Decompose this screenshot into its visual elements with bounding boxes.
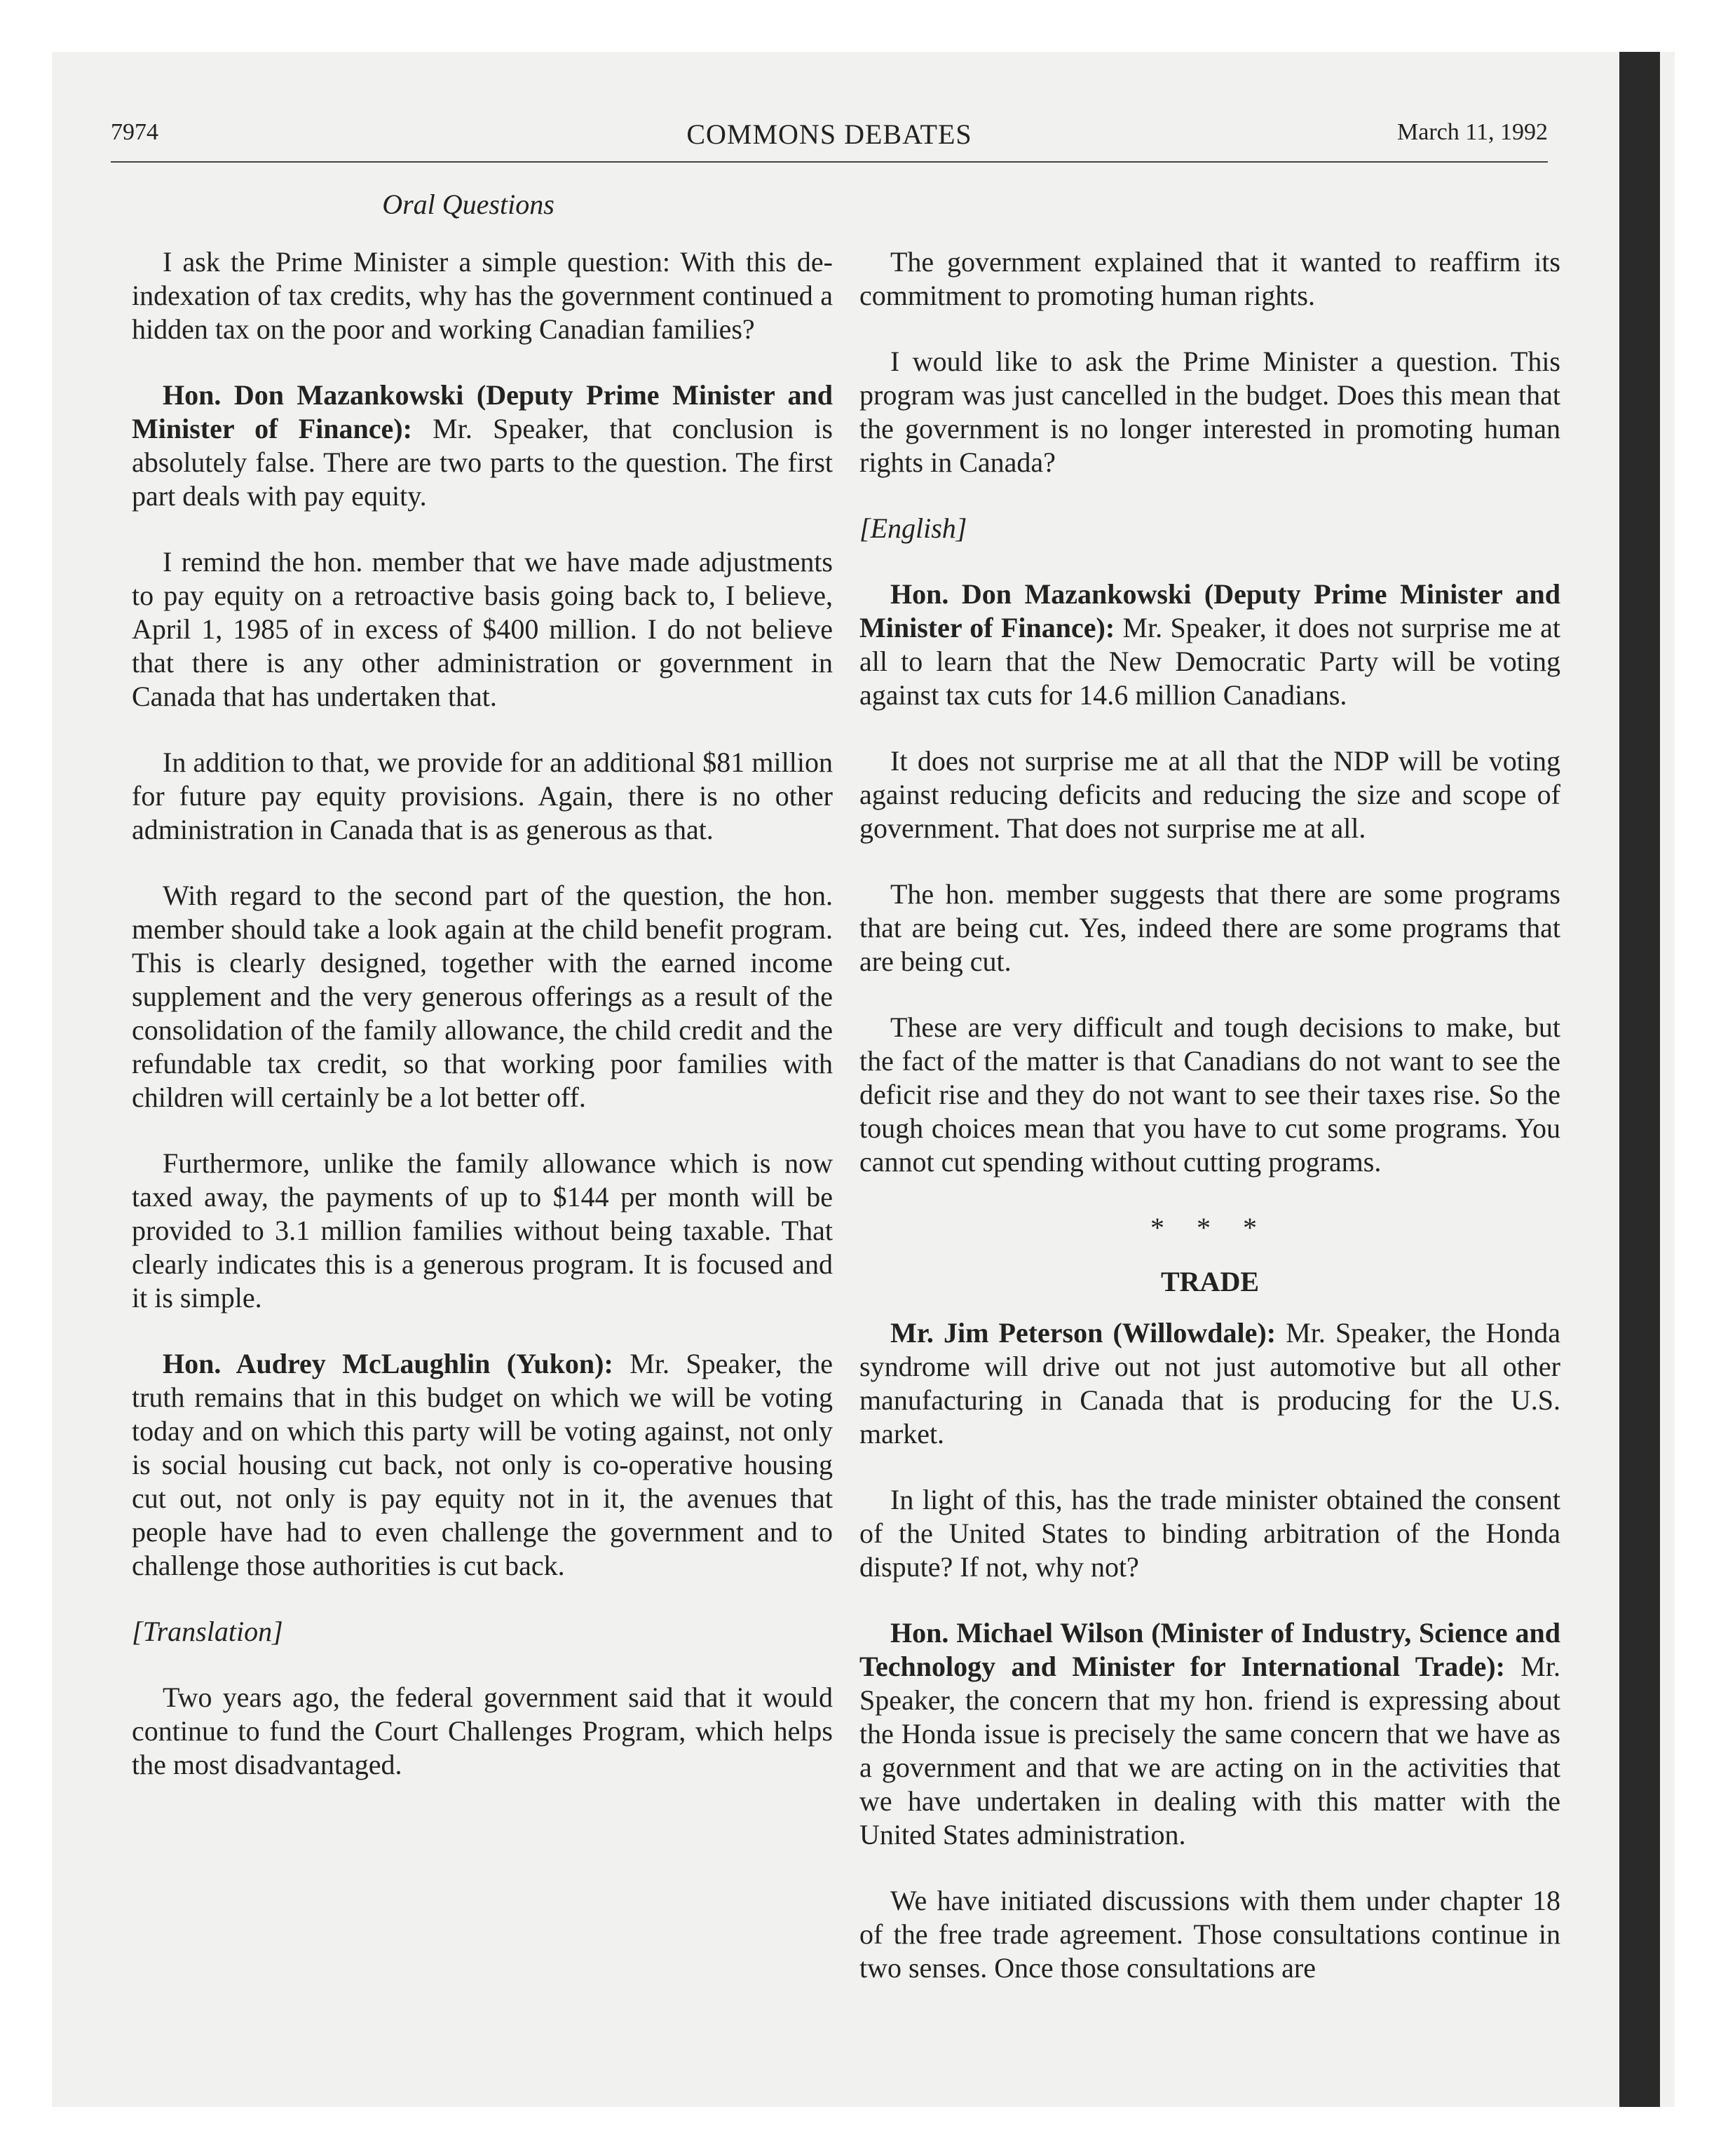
speech-paragraph: [132, 378, 833, 513]
paragraph: These are very difficult and tough decisions to make, but the fact of the matter is that Canadians do not want to see the deficit rise and they do not want to see their taxes rise. So the tough choices mean that you have to cut some programs. You cannot cut spending without cutting programs.: [859, 1011, 1560, 1178]
document-page: [111, 105, 1560, 1998]
paragraph: I would like to ask the Prime Minister a question. This program was just cancelled in the budget. Does this mean that the government is no longer interested in promoting human rights in Canada?: [859, 346, 1560, 478]
speech-paragraph: [859, 1316, 1560, 1451]
section-heading: TRADE: [1160, 1266, 1260, 1297]
speech-text: Mr. Speaker, the truth remains that in this budget on which we will be voting today and on which this party will be voting against, not only is social housing cut back, not only is co-operative housing cut out, not only is pay equity not in it, the avenues that people have had to even challenge the government and to challenge those authorities is cut back.: [132, 1348, 833, 1581]
paragraph: I ask the Prime Minister a simple question: With this de-indexation of tax credits, why has the government continued a hidden tax on the poor and working Canadian families?: [132, 246, 833, 345]
language-tag: [English]: [859, 512, 967, 544]
section-title: Oral Questions: [382, 189, 554, 220]
paragraph: In addition to that, we provide for an additional $81 million for future pay equity provisions. Again, there is no other administration in Canada that is as generous as that.: [132, 746, 833, 845]
speech-paragraph: [132, 1347, 833, 1583]
speech-paragraph: [859, 1616, 1560, 1852]
paragraph: Furthermore, unlike the family allowance which is now taxed away, the payments of up to $144 per month will be provided to 3.1 million families without being taxable. That clearly indicates this is a generous program. It is focused and it is simple.: [132, 1147, 833, 1314]
paragraph: I remind the hon. member that we have made adjustments to pay equity on a retroactive basis going back to, I believe, April 1, 1985 of in excess of $400 million. I do not believe that there is any other administration or government in Canada that has undertaken that.: [132, 546, 833, 712]
speech-paragraph: [859, 578, 1560, 712]
section-separator: * * *: [1150, 1212, 1270, 1243]
left-column: [132, 245, 833, 1814]
paragraph: With regard to the second part of the question, the hon. member should take a look again at the child benefit program. This is clearly designed, together with the earned income supplement and the very generous offerings as a result of the consolidation of the family allowance, the child credit and the refundable tax credit, so that working poor families with children will certainly be a lot better off.: [132, 880, 833, 1113]
paragraph: The government explained that it wanted to reaffirm its commitment to promoting human rights.: [859, 246, 1560, 311]
speech-text: Mr. Speaker, it does not surprise me at all to learn that the New Democratic Party will be voting against tax cuts for 14.6 million Canadians.: [859, 612, 1560, 711]
speaker-name: Hon. Don Mazankowski (Deputy Prime Minister and Minister of Finance):: [132, 379, 833, 444]
right-column: [859, 245, 1560, 2017]
speaker-name: Hon. Audrey McLaughlin (Yukon):: [163, 1348, 613, 1379]
speaker-name: Hon. Don Mazankowski (Deputy Prime Minister and Minister of Finance):: [859, 578, 1560, 643]
paragraph: Two years ago, the federal government said that it would continue to fund the Court Challenges Program, which helps the most disadvantaged.: [132, 1681, 833, 1780]
speech-text: Mr. Speaker, the concern that my hon. friend is expressing about the Honda issue is precisely the same concern that we have as a government and that we are acting on in the activities that we have undertaken in dealing with this matter with the United States administration.: [859, 1651, 1560, 1850]
running-header: [111, 105, 1548, 163]
language-tag: [Translation]: [132, 1616, 283, 1647]
publication-date: March 11, 1992: [1397, 119, 1548, 145]
publication-title: COMMONS DEBATES: [686, 118, 972, 150]
paragraph: The hon. member suggests that there are some programs that are being cut. Yes, indeed there are some programs that are being cut.: [859, 878, 1560, 977]
paragraph: It does not surprise me at all that the NDP will be voting against reducing deficits and reducing the size and scope of government. That does not surprise me at all.: [859, 745, 1560, 844]
paragraph: We have initiated discussions with them under chapter 18 of the free trade agreement. Those consultations continue in two senses. Once those consultations are: [859, 1885, 1560, 1984]
scan-edge-shadow: [1619, 52, 1660, 2107]
paragraph: In light of this, has the trade minister obtained the consent of the United States to binding arbitration of the Honda dispute? If not, why not?: [859, 1484, 1560, 1583]
speech-text: Mr. Speaker, that conclusion is absolutely false. There are two parts to the question. The first part deals with pay equity.: [132, 413, 834, 512]
page-number: 7974: [111, 119, 158, 145]
speaker-name: Mr. Jim Peterson (Willowdale):: [890, 1317, 1277, 1349]
speaker-name: Hon. Michael Wilson (Minister of Industry, Science and Technology and Minister for International Trade):: [859, 1617, 1560, 1682]
speech-text: Mr. Speaker, the Honda syndrome will drive out not just automotive but all other manufacturing in Canada that is producing for the U.S. market.: [859, 1317, 1560, 1449]
